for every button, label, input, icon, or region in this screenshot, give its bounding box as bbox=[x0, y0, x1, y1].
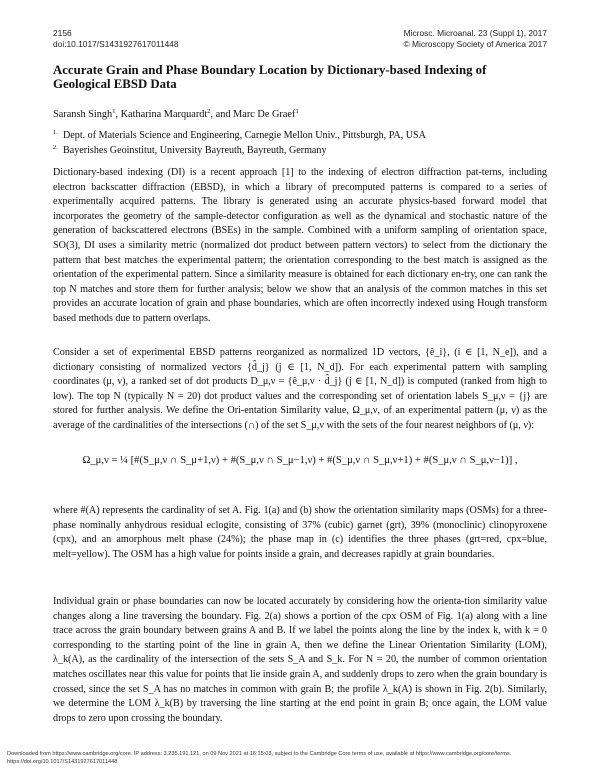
paragraph-method: Consider a set of experimental EBSD patterns reorganized as normalized 1D vectors, {ê_i}, (i ∈ [1, N_e]), and a dictionary consisting of normalized vectors {d̂_j} (j ∈ [1, N_d]). For each experimental pattern with sampling coordinates (μ, ν), a ranked set of dot products D_μ,ν = {ê_μ,ν · d̂_j} (j ∈ [1, N_d]) is computed (ranked from high to low). The top N (typically N = 20) dot product values and the corresponding set of orientation labels S_μ,ν = {j} are stored for further analysis. We define the Ori-entation Similarity value, Ω_μ,ν, of an experimental pattern (μ, ν) as the average of the cardinalities of the intersections (∩) of the set S_μ,ν with the sets of the four nearest neighbors of (μ, ν): bbox=[53, 347, 547, 431]
author-list bbox=[53, 108, 299, 120]
paragraph-results: where #(A) represents the cardinality of set A. Fig. 1(a) and (b) show the orientation similarity maps (OSMs) for a three-phase nominally anhydrous residual eclogite, consisting of 37% (cubic) garnet (grt), 39% (monoclinic) clinopyroxene (cpx), and an amorphous melt phase (24%); the phase map in (c) identifies the three phases (grt=red, cpx=blue, melt=yellow). The OSM has a high value for points inside a grain, and decreases rapidly at grain boundaries. bbox=[53, 505, 547, 560]
page-number: 2156 bbox=[53, 28, 72, 38]
author-separator: , and bbox=[210, 109, 234, 120]
header-left bbox=[53, 28, 179, 50]
affiliation-number: 1. bbox=[53, 129, 58, 136]
affiliation-number: 2. bbox=[53, 144, 58, 151]
footer-download-line: Downloaded from https://www.cambridge.org/core. IP address: 3.235.191.121, on 09 Nov 2021 at 16:15:03, subject to the Cambridge Core terms of use, available at https://www.cambridge.org/core/terms. bbox=[7, 751, 512, 757]
affiliation-text: Dept. of Materials Science and Engineering, Carnegie Mellon Univ., Pittsburgh, PA, USA bbox=[63, 130, 426, 141]
affiliations bbox=[53, 128, 426, 158]
equation-omega: Ω_μ,ν = ¼ [#(S_μ,ν ∩ S_μ+1,ν) + #(S_μ,ν ∩ S_μ−1,ν) + #(S_μ,ν ∩ S_μ,ν+1) + #(S_μ,ν ∩ S_μ,ν−1)] , bbox=[82, 455, 518, 466]
footer-doi-link[interactable]: https://doi.org/10.1017/S1431927617011448 bbox=[7, 759, 118, 765]
author-name: Marc De Graef bbox=[233, 109, 296, 120]
author-separator: , bbox=[115, 109, 121, 120]
journal-citation: Microsc. Microanal. 23 (Suppl 1), 2017 bbox=[403, 28, 547, 38]
paper-title: Accurate Grain and Phase Boundary Location by Dictionary-based Indexing of Geological EBSD Data bbox=[53, 63, 487, 91]
doi: doi:10.1017/S1431927617011448 bbox=[53, 39, 179, 49]
affiliation bbox=[53, 128, 426, 143]
author-name: Saransh Singh bbox=[53, 109, 113, 120]
author-affil-mark: 1 bbox=[295, 108, 299, 115]
author-affil-mark: 1 bbox=[112, 108, 116, 115]
author-affil-mark: 2 bbox=[207, 108, 211, 115]
affiliation bbox=[53, 143, 426, 158]
paragraph-intro: Dictionary-based indexing (DI) is a recent approach [1] to the indexing of electron diffraction pat-terns, including electron backscatter diffraction (EBSD), in which a library of precomputed patterns is compared to a series of experimentally acquired patterns. The library is generated using an accurate physics-based forward model that incorporates the geometry of the sample-detector configuration as well as the dynamical and stochastic nature of the generation of backscattered electrons (BSEs) in the sample. Combined with a uniform sampling of orientation space, SO(3), DI uses a similarity metric (normalized dot product between pattern vectors) to select from the dictionary the pattern that best matches the experimental pattern; the orientation corresponding to the best match is assigned as the orientation of the experimental pattern. Since a similarity measure is obtained for each dictionary en-try, one can rank the top N matches and store them for further analysis; below we show that an analysis of the common matches in this set provides an accurate location of grain and phase boundaries, which are often incorrectly indexed using Hough transform based methods due to pattern overlaps. bbox=[53, 167, 547, 324]
affiliation-text: Bayerishes Geoinstitut, University Bayreuth, Bayreuth, Germany bbox=[63, 145, 327, 156]
paragraph-boundaries: Individual grain or phase boundaries can now be located accurately by considering how the orienta-tion similarity value changes along a line traversing the boundary. Fig. 2(a) shows a portion of the cpx OSM of Fig. 1(a) along with a line trace across the grain boundary between grains A and B. If we label the points along the line by the index k, with k = 0 corresponding to the starting point of the line in grain A, then we define the Linear Orientation Similarity (LOM), λ_k(A), as the cardinality of the intersection of the sets S_A and S_k. For N = 20, the number of common orientation matches oscillates near this value for points that lie inside grain A, and suddenly drops to zero when the grain boundary is crossed, since the set S_A has no matches in common with grain B; the profile λ_k(A) is shown in Fig. 2(b). Similarly, we determine the LOM λ_k(B) by traversing the line starting at the end point in grain B; once again, the LOM value drops to zero upon crossing the boundary. bbox=[53, 596, 547, 724]
copyright: © Microscopy Society of America 2017 bbox=[403, 39, 547, 49]
download-footer bbox=[7, 750, 511, 766]
author-name: Katharina Marquardt bbox=[120, 109, 208, 120]
header-right bbox=[404, 28, 548, 50]
